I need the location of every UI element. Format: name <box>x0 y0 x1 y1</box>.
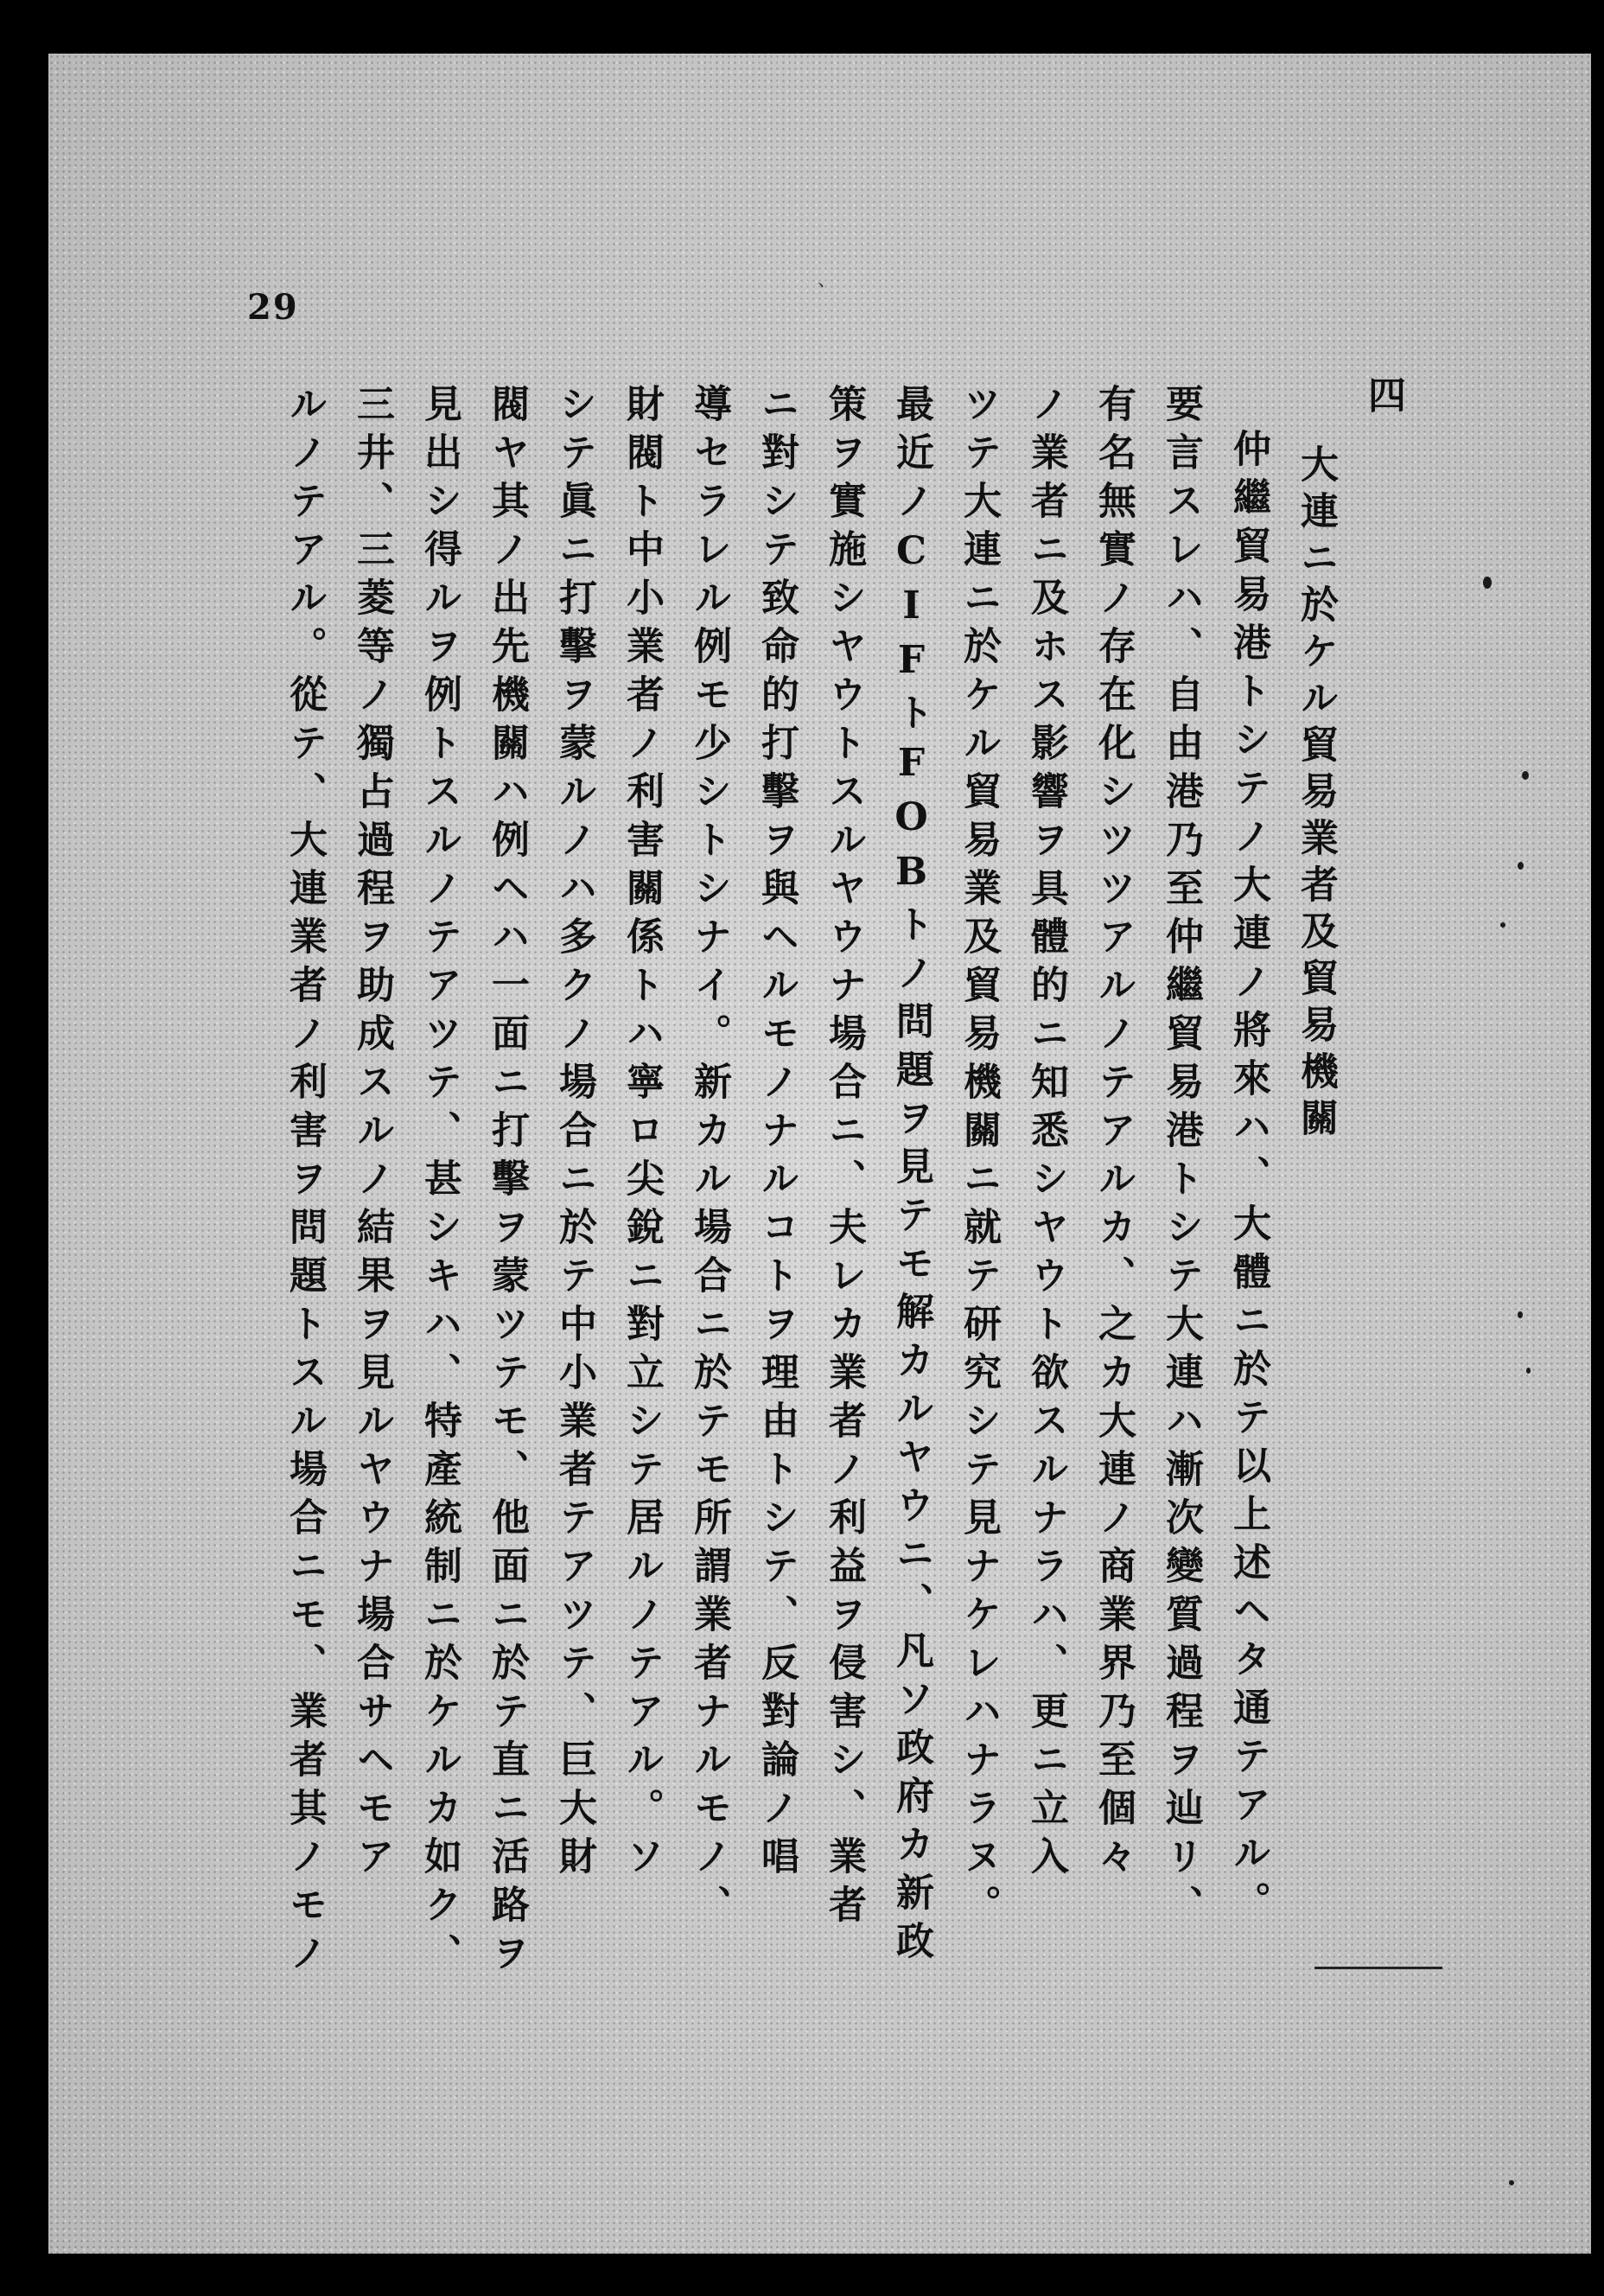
ink-speck <box>1509 2180 1514 2185</box>
text-column: 見出シ得ルヲ例トスルノテアツテ、甚シキハ、特產統制ニ於ケルカ如ク、 <box>417 384 461 1981</box>
text-column: 三井、三菱等ノ獨占過程ヲ助成スルノ結果ヲ見ルヤウナ場合サヘモア <box>350 384 394 1885</box>
ink-speck <box>1483 577 1492 589</box>
margin-rule <box>1314 1967 1442 1969</box>
ink-speck <box>1518 862 1524 870</box>
text-column: 財閥ト中小業者ノ利害關係トハ寧ロ尖銳ニ對立シテ居ルノテアル。ソ <box>620 384 664 1885</box>
ink-speck <box>1500 922 1505 928</box>
document-page <box>48 54 1591 2254</box>
text-column: シテ眞ニ打擊ヲ蒙ルノハ多クノ場合ニ於テ中小業者テアツテ、巨大財 <box>552 384 596 1885</box>
text-column: ニ對シテ致命的打擊ヲ與ヘルモノナルコトヲ理由トシテ、反對論ノ唱 <box>754 384 799 1885</box>
text-column: 要言スレハ、自由港乃至仲繼貿易港トシテ大連ハ漸次變質過程ヲ辿リ、 <box>1159 384 1203 1933</box>
ink-speck <box>1526 1368 1531 1374</box>
text-column: ノ業者ニ及ホス影響ヲ具體的ニ知悉シヤウト欲スルナラハ、更ニ立入 <box>1024 384 1068 1885</box>
section-title: 大連ニ於ケル貿易業者及貿易機關 <box>1294 444 1338 1145</box>
text-column: 閥ヤ其ノ出先機關ハ例ヘハ一面ニ打擊ヲ蒙ツテモ、他面ニ於テ直ニ活路ヲ <box>485 384 529 1981</box>
ink-mark: 、 <box>818 270 837 291</box>
text-column: 導セラレル例モ少シトシナイ。新カル場合ニ於テモ所謂業者ナルモノ、 <box>687 384 731 1933</box>
text-column: 策ヲ實施シヤウトスルヤウナ場合ニ、夫レカ業者ノ利益ヲ侵害シ、業者 <box>822 384 866 1933</box>
page-number: 29 <box>247 287 299 328</box>
text-column: 仲繼貿易港トシテノ大連ノ將來ハ、大體ニ於テ以上述ヘタ通テアル。 <box>1226 429 1270 1929</box>
text-column: ルノテアル。從テ、大連業者ノ利害ヲ問題トスル場合ニモ、業者其ノモノ <box>283 384 327 1981</box>
ink-speck <box>1518 1311 1523 1318</box>
section-number: 四 <box>1361 375 1405 413</box>
text-column: ツテ大連ニ於ケル貿易業及貿易機關ニ就テ研究シテ見ナケレハナラヌ。 <box>957 384 1001 1933</box>
vertical-text-body <box>282 375 1405 2199</box>
text-column: 有名無實ノ存在化シツツアルノテアルカ、之カ大連ノ商業界乃至個々 <box>1092 384 1136 1885</box>
text-column: 最近ノCIFトFOBトノ問題ヲ見テモ解カルヤウニ、凡ソ政府カ新政 <box>889 384 933 1969</box>
ink-speck <box>1522 771 1529 780</box>
